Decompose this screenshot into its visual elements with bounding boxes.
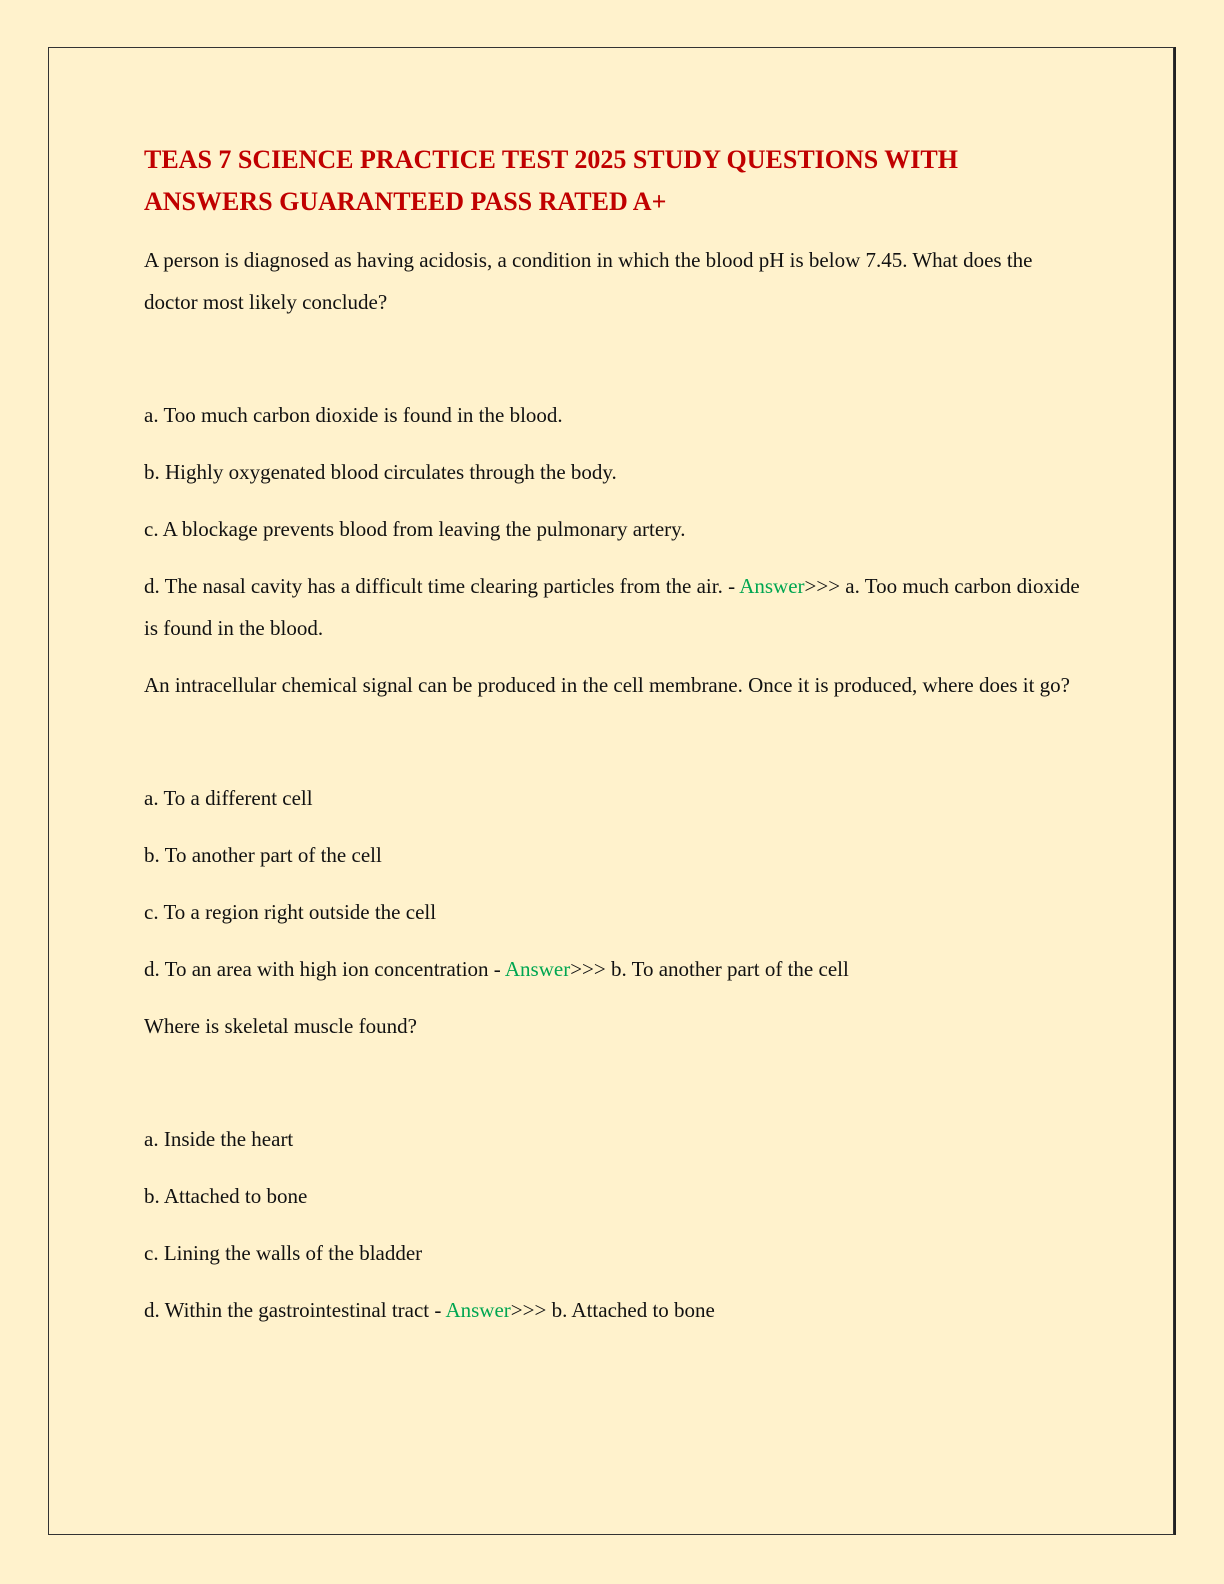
answer-label: Answer (445, 1298, 511, 1322)
question-3 (144, 1005, 1089, 1331)
page-border-right-edge (1174, 47, 1176, 1535)
question-3-answer: >>> b. Attached to bone (510, 1298, 715, 1322)
question-1-option-b: b. Highly oxygenated blood circulates through the body. (144, 460, 617, 484)
question-1-option-d: d. The nasal cavity has a difficult time clearing particles from the air. - (144, 574, 736, 598)
question-2 (144, 664, 1089, 990)
answer-label: Answer (739, 574, 805, 598)
question-1-answer: >>> a. Too much carbon dioxide is found in the blood. (144, 574, 1080, 640)
question-2-option-c: c. To a region right outside the cell (144, 900, 437, 924)
document-content (144, 139, 1089, 1346)
question-3-option-b: b. Attached to bone (144, 1184, 308, 1208)
question-1 (144, 239, 1089, 649)
document-title: TEAS 7 SCIENCE PRACTICE TEST 2025 STUDY QUESTIONS WITH ANSWERS GUARANTEED PASS RATED A+ (144, 145, 958, 216)
question-3-text: Where is skeletal muscle found? (144, 1014, 417, 1038)
question-1-option-d-with-answer (144, 565, 1089, 649)
question-3-option-d: d. Within the gastrointestinal tract - (144, 1298, 442, 1322)
question-2-option-b: b. To another part of the cell (144, 843, 382, 867)
question-2-option-d-with-answer (144, 948, 1089, 990)
question-3-option-a: a. Inside the heart (144, 1127, 294, 1151)
answer-label: Answer (504, 957, 571, 981)
question-3-option-d-with-answer (144, 1289, 1089, 1331)
question-3-option-c: c. Lining the walls of the bladder (144, 1241, 423, 1265)
question-1-text: A person is diagnosed as having acidosis, a condition in which the blood pH is below 7.45. What does the doctor most likely conclude? (144, 248, 1033, 314)
question-2-text: An intracellular chemical signal can be produced in the cell membrane. Once it is produced, where does it go? (144, 673, 1070, 697)
question-1-option-a: a. Too much carbon dioxide is found in the blood. (144, 403, 563, 427)
question-1-option-c: c. A blockage prevents blood from leaving the pulmonary artery. (144, 517, 686, 541)
question-2-answer: >>> b. To another part of the cell (570, 957, 849, 981)
question-2-option-d: d. To an area with high ion concentration - (144, 957, 501, 981)
question-2-option-a: a. To a different cell (144, 786, 313, 810)
